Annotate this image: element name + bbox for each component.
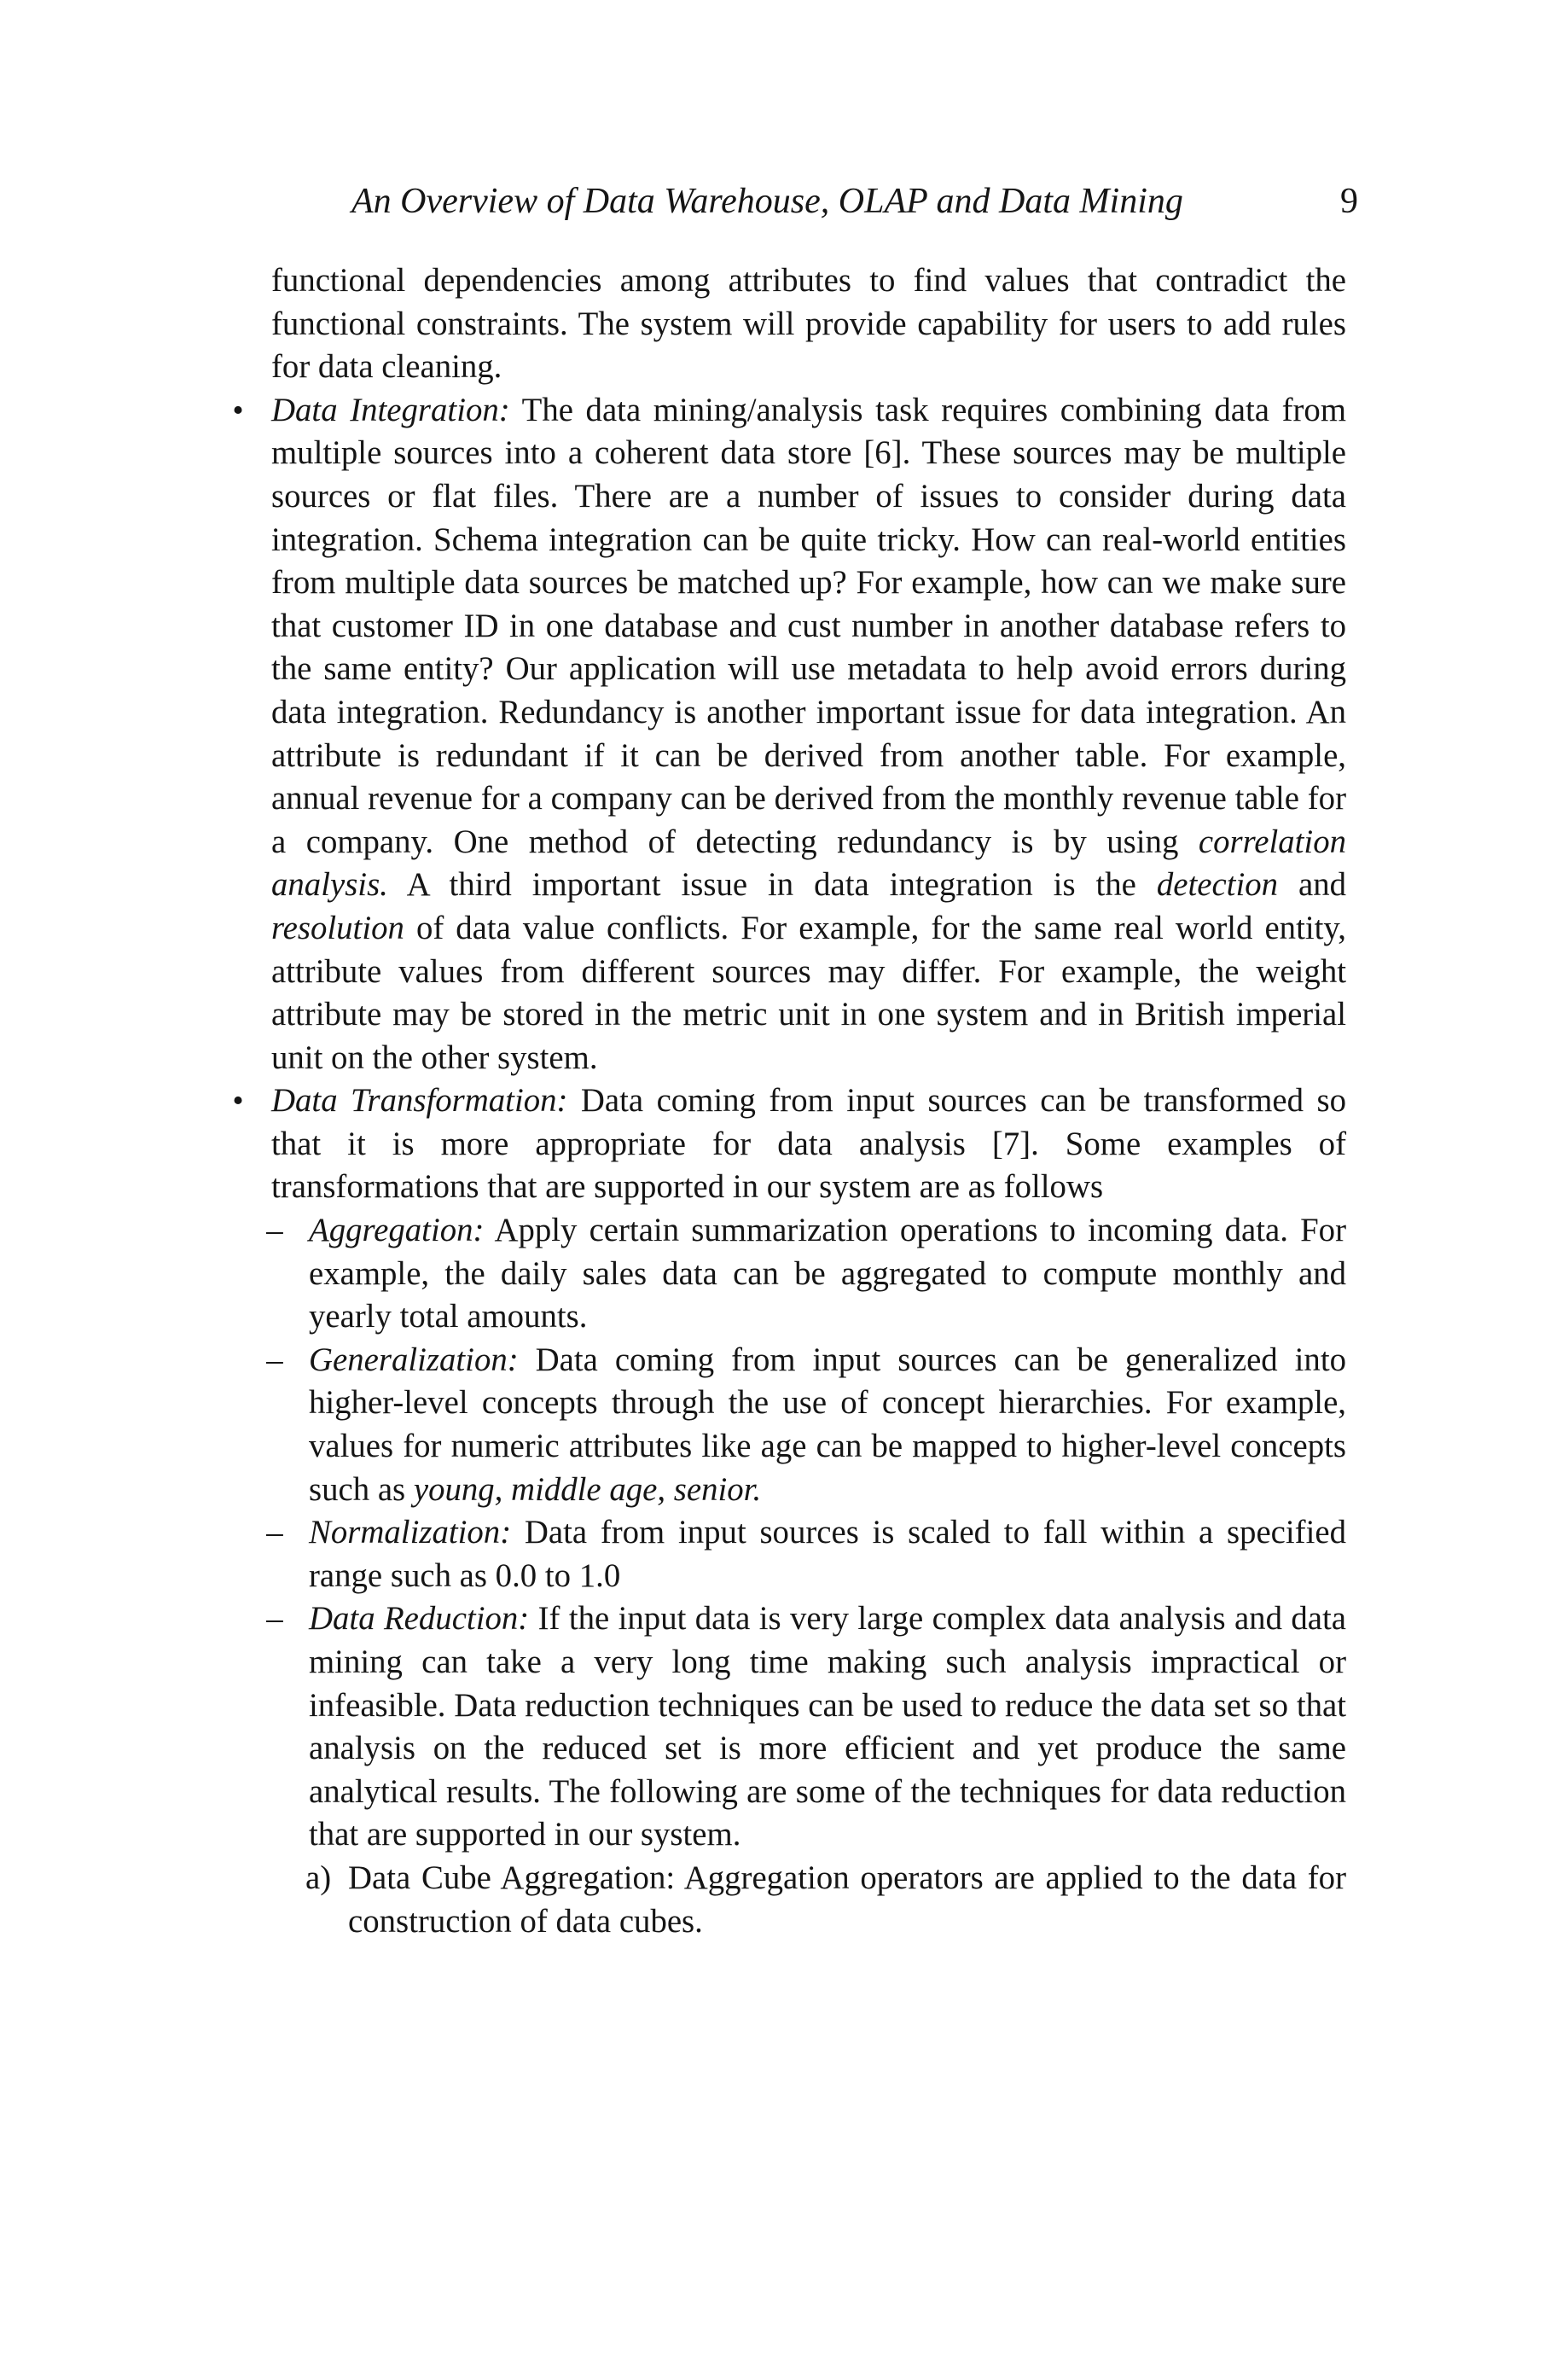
data-integration-label: Data Integration: — [271, 391, 510, 428]
aggregation-text: Apply certain summarization operations to incoming data. For example, the daily sales data can be aggregated to compute monthly and yearly total amounts. — [309, 1212, 1346, 1335]
page-number: 9 — [1340, 182, 1358, 221]
generalization-text: Data coming from input sources can be generalized into higher-level concepts through the use of concept hierarchies. For example, values for numeric attributes like age can be mapped to higher-level concepts such as — [309, 1341, 1346, 1508]
bullet-list — [232, 389, 1347, 1943]
bullet-dot: • — [232, 1083, 244, 1120]
reduction-item-text: Data Cube Aggregation: Aggregation operators are applied to the data for construction of data cubes. — [348, 1859, 1346, 1940]
dash-marker: – — [266, 1212, 283, 1249]
detection-term: detection — [1156, 866, 1279, 904]
normalization-text: Data from input sources is scaled to fall within a specified range such as 0.0 to 1.0 — [309, 1514, 1346, 1594]
bullet-dot: • — [232, 392, 244, 428]
reduction-technique-list — [305, 1857, 1346, 1943]
page-header — [351, 176, 1358, 227]
reduction-item — [305, 1857, 1346, 1943]
dash-item-data-reduction — [266, 1597, 1346, 1943]
correlation-analysis-term: correlation analysis. — [271, 823, 1346, 904]
bullet-data-integration — [232, 389, 1347, 1080]
data-integration-text-1: The data mining/analysis task requires combining data from multiple sources into a coherent data store [6]. These sources may be multiple sources or flat files. There are a number of issues to consider during data integration. Schema integration can be quite tricky. How can real-world entities from multiple data sources be matched up? For example, how can we make sure that customer ID in one database and cust number in another database refers to the same entity? Our application will use metadata to help avoid errors during data integration. Redundancy is another important issue for data integration. An attribute is redundant if it can be derived from another table. For example, annual revenue for a company can be derived from the monthly revenue table for a company. One method of detecting redundancy is by using — [271, 391, 1346, 860]
continued-paragraph: functional dependencies among attributes to find values that contradict the functional constraints. The system will provide capability for users to add rules for data cleaning. — [271, 262, 1346, 386]
dash-item-aggregation — [266, 1209, 1346, 1339]
data-transformation-label: Data Transformation: — [271, 1082, 568, 1120]
normalization-label: Normalization: — [309, 1514, 512, 1551]
data-integration-text-2: A third important issue in data integration is the — [387, 866, 1157, 904]
running-title: An Overview of Data Warehouse, OLAP and Data Mining — [351, 182, 1183, 221]
dash-item-generalization — [266, 1339, 1346, 1511]
transformation-list — [266, 1209, 1346, 1943]
dash-marker: – — [266, 1600, 283, 1638]
dash-marker: – — [266, 1514, 283, 1551]
reduction-item-marker: a) — [305, 1859, 332, 1896]
dash-item-normalization — [266, 1511, 1346, 1597]
resolution-term: resolution — [271, 909, 404, 946]
data-reduction-label: Data Reduction: — [309, 1600, 530, 1638]
data-transformation-text: Data coming from input sources can be transformed so that it is more appropriate for data analysis [7]. Some examples of transformations that are supported in our system are as follows — [271, 1082, 1346, 1206]
generalization-examples: young, middle age, senior. — [413, 1470, 762, 1508]
data-integration-text-3: and — [1278, 866, 1347, 904]
body-text — [232, 259, 1347, 1943]
data-reduction-text: If the input data is very large complex data analysis and data mining can take a very long time making such analysis impractical or infeasible. Data reduction techniques can be used to reduce the data set so that analysis on the reduced set is more efficient and yet produce the same analytical results. The following are some of the techniques for data reduction that are supported in our system. — [309, 1600, 1346, 1853]
generalization-label: Generalization: — [309, 1341, 519, 1378]
data-integration-text-4: of data value conflicts. For example, for the same real world entity, attribute values from different sources may differ. For example, the weight attribute may be stored in the metric unit in one system and in British imperial unit on the other system. — [271, 909, 1346, 1076]
aggregation-label: Aggregation: — [309, 1212, 485, 1249]
bullet-data-transformation — [232, 1079, 1346, 1943]
dash-marker: – — [266, 1341, 283, 1378]
